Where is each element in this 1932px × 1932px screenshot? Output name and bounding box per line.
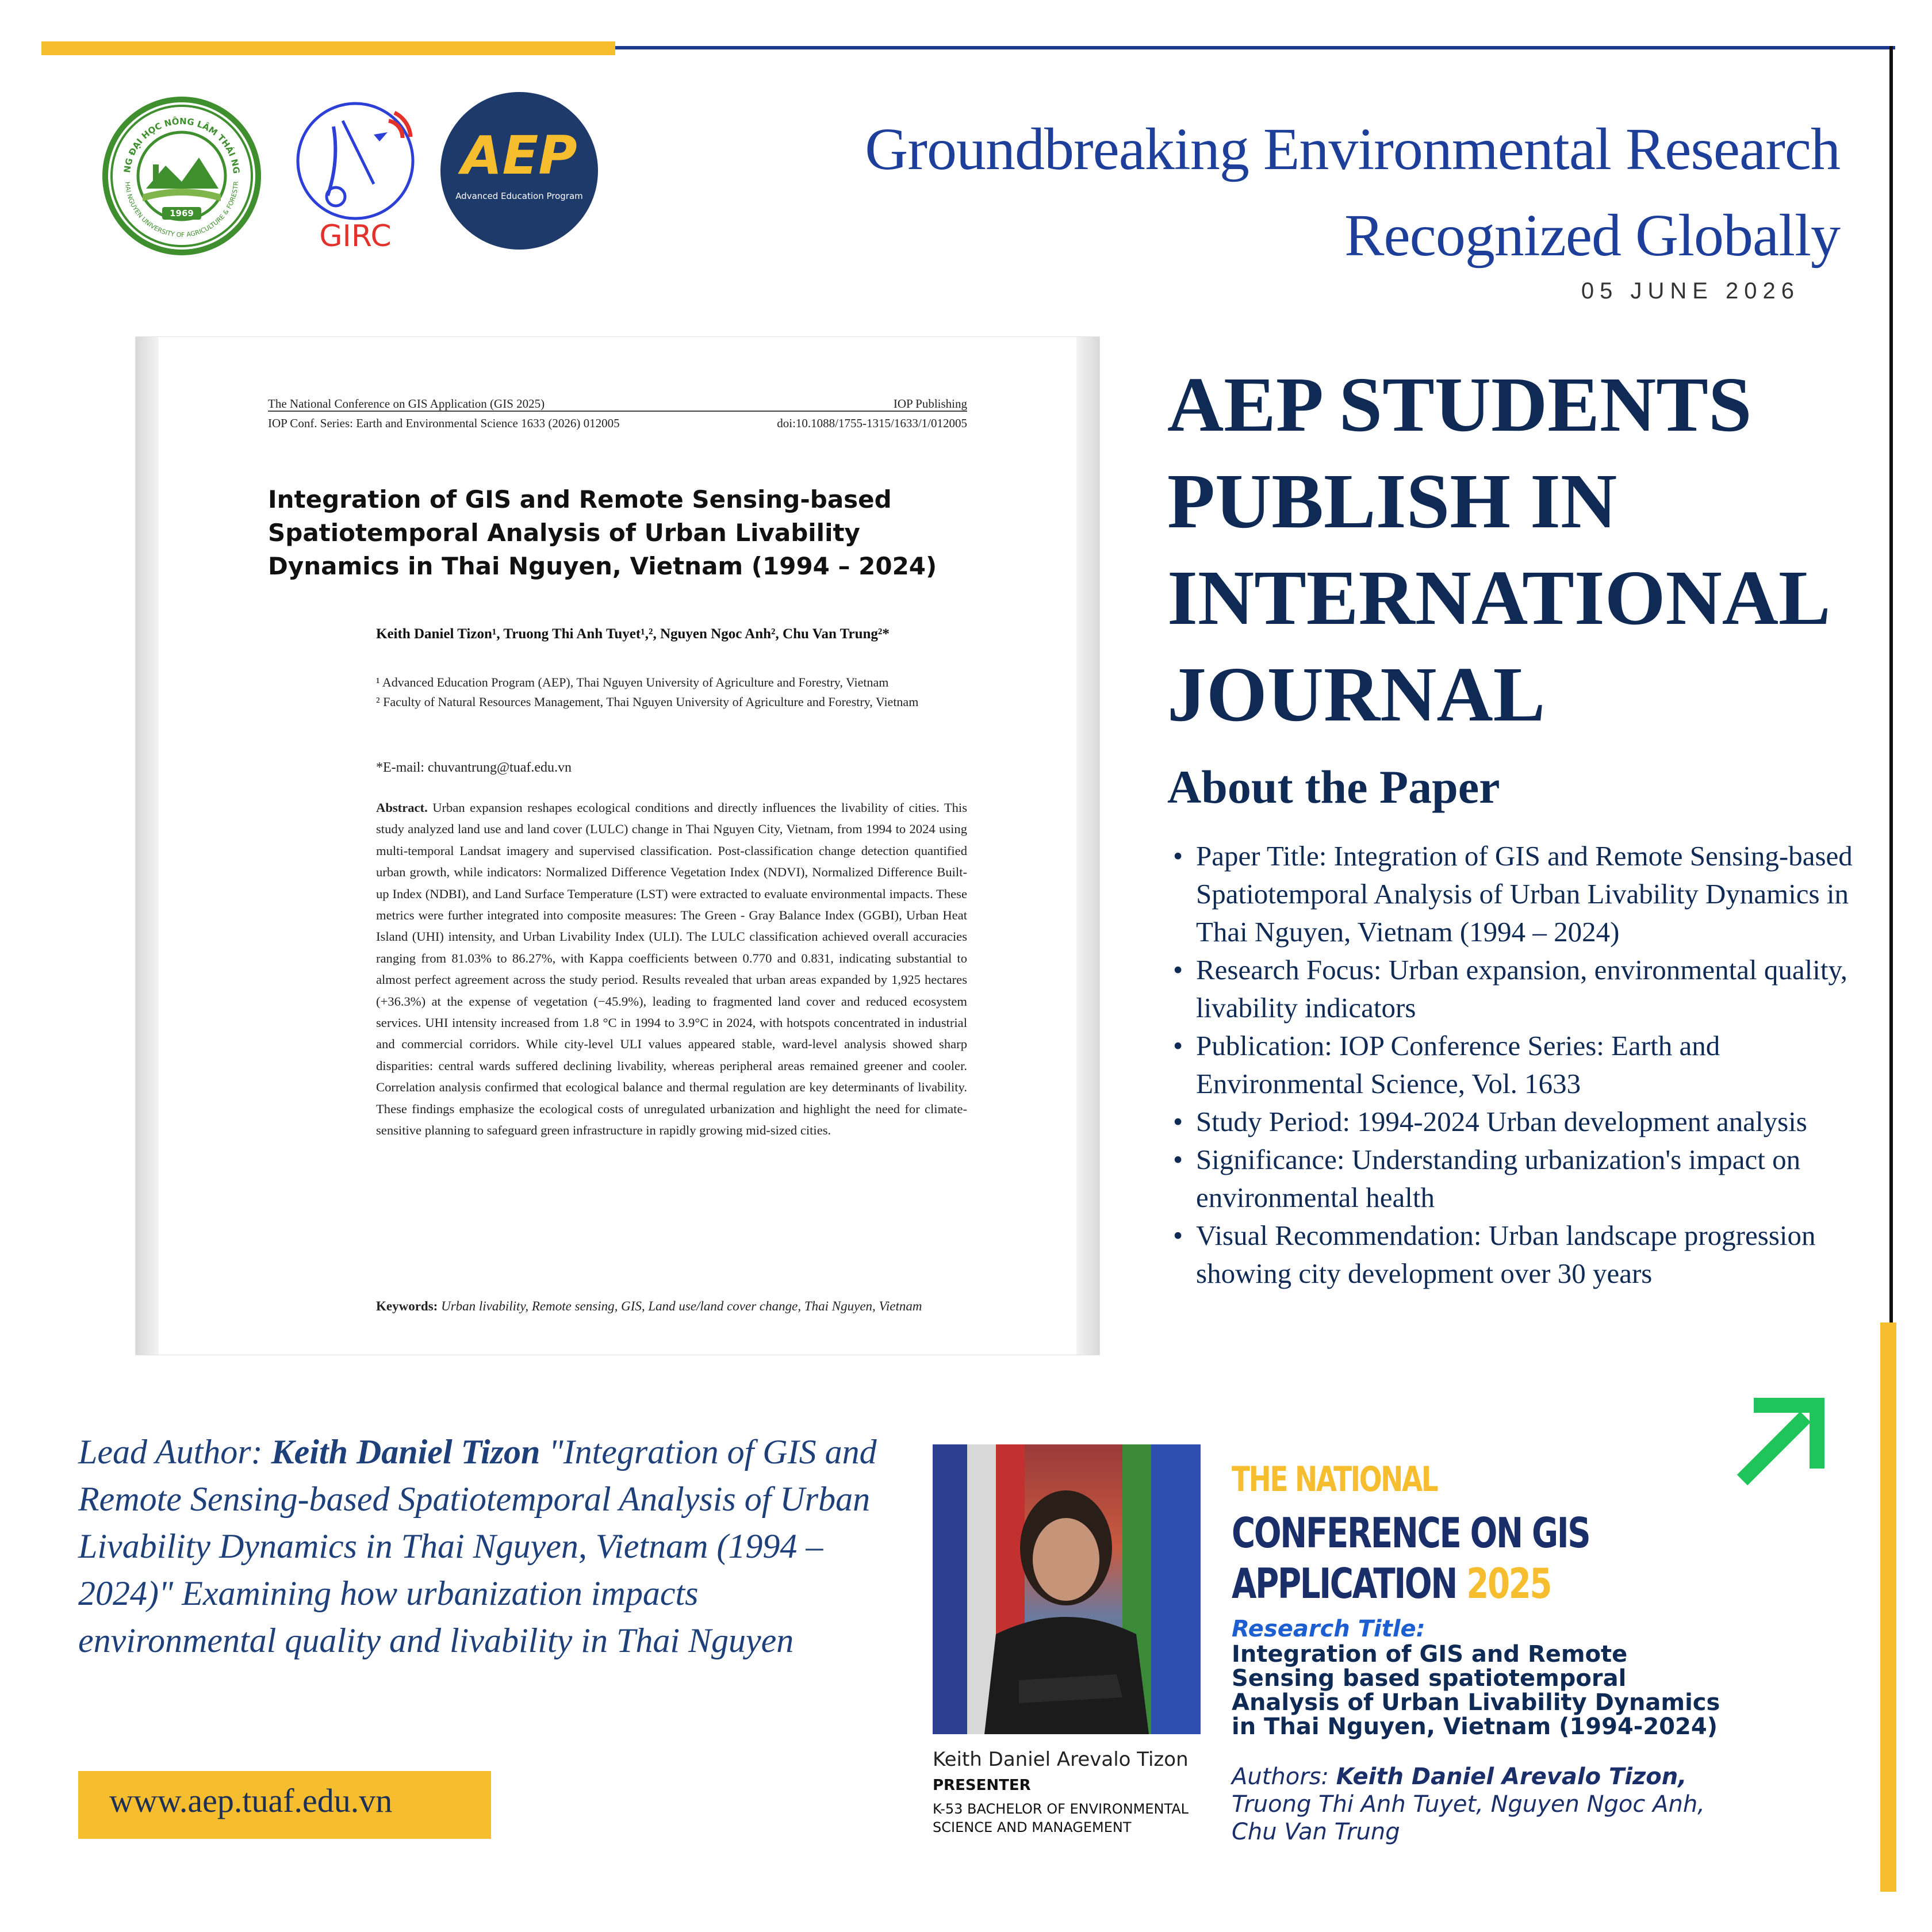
authors-label: Authors:	[1232, 1764, 1336, 1790]
abstract-label: Abstract.	[376, 800, 428, 815]
presenter-photo	[933, 1444, 1201, 1734]
headline-line1: Groundbreaking Environmental Research	[865, 116, 1840, 182]
paper-abstract	[376, 797, 967, 1141]
paper-title: Integration of GIS and Remote Sensing-based Spatiotemporal Analysis of Urban Livability Dynamics in Thai Nguyen, Vietnam (1994 – 2024)	[268, 485, 937, 580]
paper-affiliation-1: ¹ Advanced Education Program (AEP), Thai Nguyen University of Agriculture and Forestry, Vietnam	[376, 675, 889, 689]
bullet-study-period: • Study Period: 1994-2024 Urban development analysis	[1196, 1103, 1874, 1141]
bullet-visual-recommendation: • Visual Recommendation: Urban landscape progression showing city development over 30 years	[1196, 1217, 1874, 1293]
research-title-label: Research Title:	[1232, 1616, 1425, 1642]
paper-affiliation-2: ² Faculty of Natural Resources Management, Thai Nguyen University of Agriculture and Forestry, Vietnam	[376, 695, 919, 709]
right-border-line	[1889, 46, 1893, 1322]
keywords-label: Keywords:	[376, 1299, 438, 1313]
aep-logo-mark: AEP	[461, 125, 577, 186]
bullet-significance: • Significance: Understanding urbanization's impact on environmental health	[1196, 1141, 1874, 1217]
paper-header-rule	[268, 411, 967, 412]
lead-author-paragraph	[78, 1428, 895, 1664]
presenter-role: PRESENTER	[933, 1777, 1031, 1794]
paper-authors: Keith Daniel Tizon¹, Truong Thi Anh Tuyet¹,², Nguyen Ngoc Anh², Chu Van Trung²*	[376, 626, 890, 642]
paper-affiliations	[376, 673, 967, 712]
aep-logo	[440, 92, 598, 250]
lead-author-prefix: Lead Author:	[78, 1433, 271, 1471]
presenter-program: K-53 BACHELOR OF ENVIRONMENTAL SCIENCE AND MANAGEMENT	[933, 1801, 1189, 1835]
top-yellow-bar	[41, 41, 615, 55]
paper-doi: doi:10.1088/1755-1315/1633/1/012005	[777, 416, 967, 430]
girc-logo	[288, 98, 423, 253]
top-blue-rule	[615, 46, 1895, 49]
abstract-text: Urban expansion reshapes ecological conditions and directly influences the livability of cities. This study analyzed land use and land cover (LULC) change in Thai Nguyen City, Vietnam, from 1994 to 2024 using multi-temporal Landsat imagery and supervised classification. Post-classification change detection quantified urban growth, while indicators: Normalized Difference Vegetation Index (NDVI), Normalized Difference Built-up Index (NDBI), and Land Surface Temperature (LST) were extracted to evaluate environmental impacts. These metrics were further integrated into composite measures: The Green - Gray Balance Index (GGBI), Urban Heat Island (UHI) intensity, and Urban Livability Index (ULI). The LULC classification achieved overall accuracies ranging from 81.03% to 86.27%, with Kappa coefficients between 0.770 and 0.831, indicating substantial to almost perfect agreement across the study period. Results revealed that urban areas expanded by 1,925 hectares (+36.3%) at the expense of vegetation (−45.9%), leading to fragmented land cover and reduced ecosystem services. UHI intensity increased from 1.8 °C in 1994 to 3.9°C in 2024, with hotspots concentrated in industrial and commercial corridors. While city-level ULI values appeared stable, ward-level analysis showed sharp disparities: central wards suffered declining livability, whereas peripheral areas remained greener and cooler. Correlation analysis confirmed that ecological balance and thermal regulation are key determinants of livability. These findings emphasize the ecological costs of unregulated urbanization and highlight the need for climate-sensitive planning to safeguard green infrastructure in rapidly growing mid-sized cities.	[376, 800, 967, 1138]
conference-line1: THE NATIONAL	[1232, 1459, 1438, 1500]
authors-rest: Truong Thi Anh Tuyet, Nguyen Ngoc Anh, Chu Van Trung	[1232, 1791, 1705, 1845]
website-link[interactable]: www.aep.tuaf.edu.vn	[109, 1782, 393, 1819]
paper-email: *E-mail: chuvantrung@tuaf.edu.vn	[376, 760, 572, 775]
conference-line3-text: APPLICATION	[1232, 1559, 1456, 1608]
presenter-name: Keith Daniel Arevalo Tizon	[933, 1748, 1189, 1771]
aep-logo-text: Advanced Education Program	[455, 191, 583, 201]
keywords-text: Urban livability, Remote sensing, GIS, Land use/land cover change, Thai Nguyen, Vietnam	[441, 1299, 922, 1313]
paper-series-line: IOP Conf. Series: Earth and Environmental Science 1633 (2026) 012005	[268, 416, 620, 430]
arrow-up-right-icon	[1731, 1394, 1828, 1492]
lead-author-text: "Integration of GIS and Remote Sensing-based Spatiotemporal Analysis of Urban Livability Dynamics in Thai Nguyen, Vietnam (1994 – 2024)" Examining how urbanization impacts environmental quality and livability in Thai Nguyen	[78, 1433, 877, 1659]
girc-logo-text: GIRC	[319, 219, 392, 253]
tuaf-university-logo	[102, 97, 261, 255]
lead-author-name: Keith Daniel Tizon	[271, 1433, 540, 1471]
logo1-year: 1969	[170, 208, 194, 218]
headline-line2: Recognized Globally	[1344, 202, 1840, 269]
conference-line2: CONFERENCE ON GIS	[1232, 1509, 1590, 1557]
bullet-publication: • Publication: IOP Conference Series: Earth and Environmental Science, Vol. 1633	[1196, 1027, 1874, 1103]
paper-keywords	[376, 1296, 967, 1317]
logo1-bottom-text: HAI NGUYEN UNIVERSITY OF AGRICULTURE & FORESTR	[123, 181, 240, 239]
about-heading: About the Paper	[1167, 761, 1500, 813]
authors-lead: Keith Daniel Arevalo Tizon,	[1336, 1764, 1687, 1790]
right-yellow-bar	[1880, 1322, 1896, 1892]
about-bullet-list	[1173, 837, 1874, 1293]
research-title-text: Integration of GIS and Remote Sensing based spatiotemporal Analysis of Urban Livability Dynamics in Thai Nguyen, Vietnam (1994-2024)	[1232, 1641, 1720, 1740]
conference-year: 2025	[1466, 1559, 1551, 1608]
conference-line3	[1232, 1559, 1551, 1608]
logo1-top-text: NG ĐẠI HỌC NÔNG LÂM THÁI NG	[122, 116, 242, 174]
bullet-paper-title: • Paper Title: Integration of GIS and Remote Sensing-based Spatiotemporal Analysis of Urban Livability Dynamics in Thai Nguyen, Vietnam (1994 – 2024)	[1196, 837, 1874, 951]
main-title: AEP STUDENTS PUBLISH IN INTERNATIONAL JOURNAL	[1167, 362, 1827, 738]
publication-date: 05 JUNE 2026	[1581, 278, 1800, 304]
conference-authors	[1232, 1763, 1749, 1846]
paper-publisher: IOP Publishing	[893, 397, 967, 411]
bullet-research-focus: • Research Focus: Urban expansion, environmental quality, livability indicators	[1196, 951, 1874, 1027]
paper-conference-line: The National Conference on GIS Application (GIS 2025)	[268, 397, 545, 411]
paper-preview	[136, 337, 1099, 1355]
